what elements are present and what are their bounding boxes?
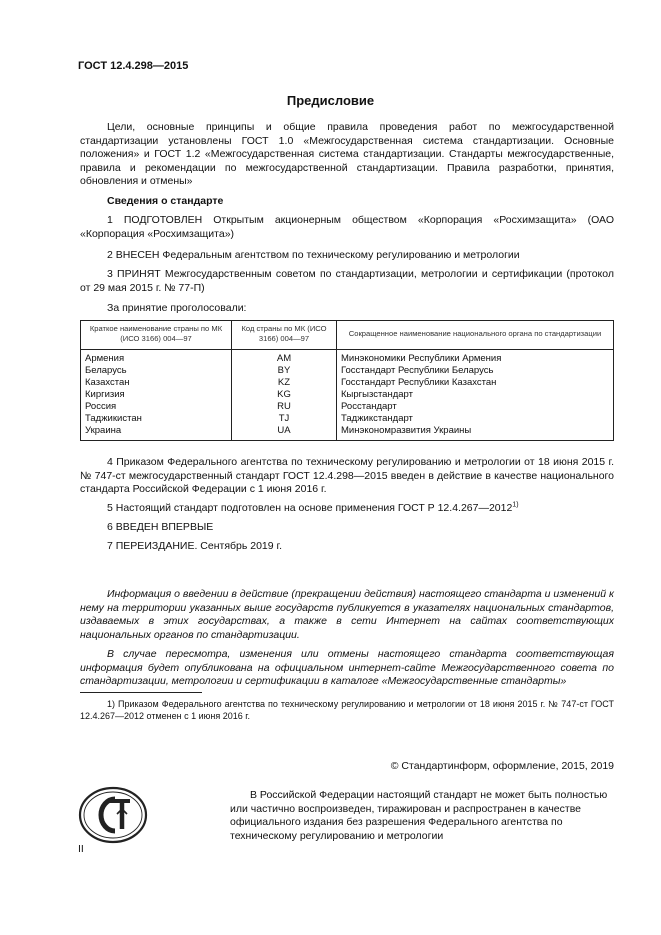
table-cell-code: KZ: [232, 377, 337, 389]
rights-notice: В Российской Федерации настоящий стандарт не может быть полностью или частично воспроизведен, тиражирован и распространен в качестве официального издания без разрешения Федерального агентства по техническому регулированию и метрологии: [230, 789, 608, 842]
table-cell-code: AM: [232, 350, 337, 366]
rst-certification-mark-icon: [78, 785, 148, 845]
table-header-row: [81, 321, 614, 350]
copyright: © Стандартинформ, оформление, 2015, 2019: [390, 760, 614, 772]
table-cell-body: Кыргызстандарт: [337, 389, 614, 401]
table-header-body: Сокращенное наименование национального органа по стандартизации: [337, 321, 614, 350]
table-cell-country: Таджикистан: [81, 413, 232, 425]
table-cell-country: Казахстан: [81, 377, 232, 389]
table-cell-country: Россия: [81, 401, 232, 413]
rst-logo-graphic: [78, 785, 148, 845]
item-3: 3 ПРИНЯТ Межгосударственным советом по стандартизации, метрологии и сертификации (протокол от 29 мая 2015 г. № 77-П): [80, 268, 614, 294]
footnote-divider: [80, 692, 202, 693]
item-6: 6 ВВЕДЕН ВПЕРВЫЕ: [107, 521, 214, 533]
table-header-country: Краткое наименование страны по МК (ИСО 3166) 004—97: [81, 321, 232, 350]
table-cell-code: KG: [232, 389, 337, 401]
table-cell-body: Госстандарт Республики Казахстан: [337, 377, 614, 389]
table-row: [81, 425, 614, 441]
table-cell-code: RU: [232, 401, 337, 413]
table-cell-body: Минэкономразвития Украины: [337, 425, 614, 441]
notice-paragraph-1: Информация о введении в действие (прекращении действия) настоящего стандарта и изменений к нему на территории указанных выше государств публикуется в указателях национальных стандартов, издаваемых в этих государствах, а также в сети Интернет на сайтах соответствующих национальных органов по стандартизации.: [80, 588, 614, 641]
item-7: 7 ПЕРЕИЗДАНИЕ. Сентябрь 2019 г.: [107, 540, 282, 552]
table-cell-code: TJ: [232, 413, 337, 425]
item-5-text: 5 Настоящий стандарт подготовлен на основе применения ГОСТ Р 12.4.267—2012: [107, 502, 513, 514]
footnote-ref: 1): [512, 501, 519, 509]
table-cell-country: Беларусь: [81, 365, 232, 377]
table-row: [81, 377, 614, 389]
table-cell-body: Минэкономики Республики Армения: [337, 350, 614, 366]
item-4: 4 Приказом Федерального агентства по техническому регулированию и метрологии от 18 июня 2015 г. № 747-ст межгосударственный стандарт ГОСТ 12.4.298—2015 введен в действие в качестве национального стандарта Российской Федерации с 1 июня 2016 г.: [80, 456, 614, 495]
table-header-code: Код страны по МК (ИСО 3166) 004—97: [232, 321, 337, 350]
item-5: [80, 502, 614, 516]
document-code: ГОСТ 12.4.298—2015: [78, 60, 189, 72]
page-number: II: [78, 843, 84, 855]
table-cell-country: Украина: [81, 425, 232, 441]
voted-label: За принятие проголосовали:: [107, 302, 247, 314]
table-row: [81, 350, 614, 366]
voting-table: [80, 320, 614, 441]
table-cell-body: Госстандарт Республики Беларусь: [337, 365, 614, 377]
table-cell-code: BY: [232, 365, 337, 377]
notice-paragraph-2: В случае пересмотра, изменения или отмены настоящего стандарта соответствующая информация будет опубликована на официальном интернет-сайте Межгосударственного совета по стандартизации, метрологии и сертификации в каталоге «Межгосударственные стандарты»: [80, 648, 614, 687]
table-cell-country: Киргизия: [81, 389, 232, 401]
table-row: [81, 401, 614, 413]
table-row: [81, 413, 614, 425]
item-2: 2 ВНЕСЕН Федеральным агентством по техническому регулированию и метрологии: [107, 249, 520, 261]
info-heading: Сведения о стандарте: [107, 195, 224, 207]
table-cell-body: Таджикстандарт: [337, 413, 614, 425]
item-1: 1 ПОДГОТОВЛЕН Открытым акционерным обществом «Корпорация «Росхимзащита» (ОАО «Корпорация «Росхимзащита»): [80, 214, 614, 240]
intro-paragraph: Цели, основные принципы и общие правила проведения работ по межгосударственной стандартизации установлены ГОСТ 1.0 «Межгосударственная система стандартизации. Основные положения» и ГОСТ 1.2 «Межгосударственная система стандартизации. Стандарты межгосударственные, правила и рекомендации по межгосударственной стандартизации. Правила разработки, принятия, обновления и отмены»: [80, 121, 614, 187]
footnote: 1) Приказом Федерального агентства по техническому регулированию и метрологии от 18 июня 2015 г. № 747-ст ГОСТ 12.4.267—2012 отменен с 1 июня 2016 г.: [80, 699, 614, 721]
table-cell-body: Росстандарт: [337, 401, 614, 413]
table-cell-country: Армения: [81, 350, 232, 366]
page-title: Предисловие: [286, 93, 375, 108]
table-body: [81, 350, 614, 441]
table-row: [81, 365, 614, 377]
table-row: [81, 389, 614, 401]
table-cell-code: UA: [232, 425, 337, 441]
